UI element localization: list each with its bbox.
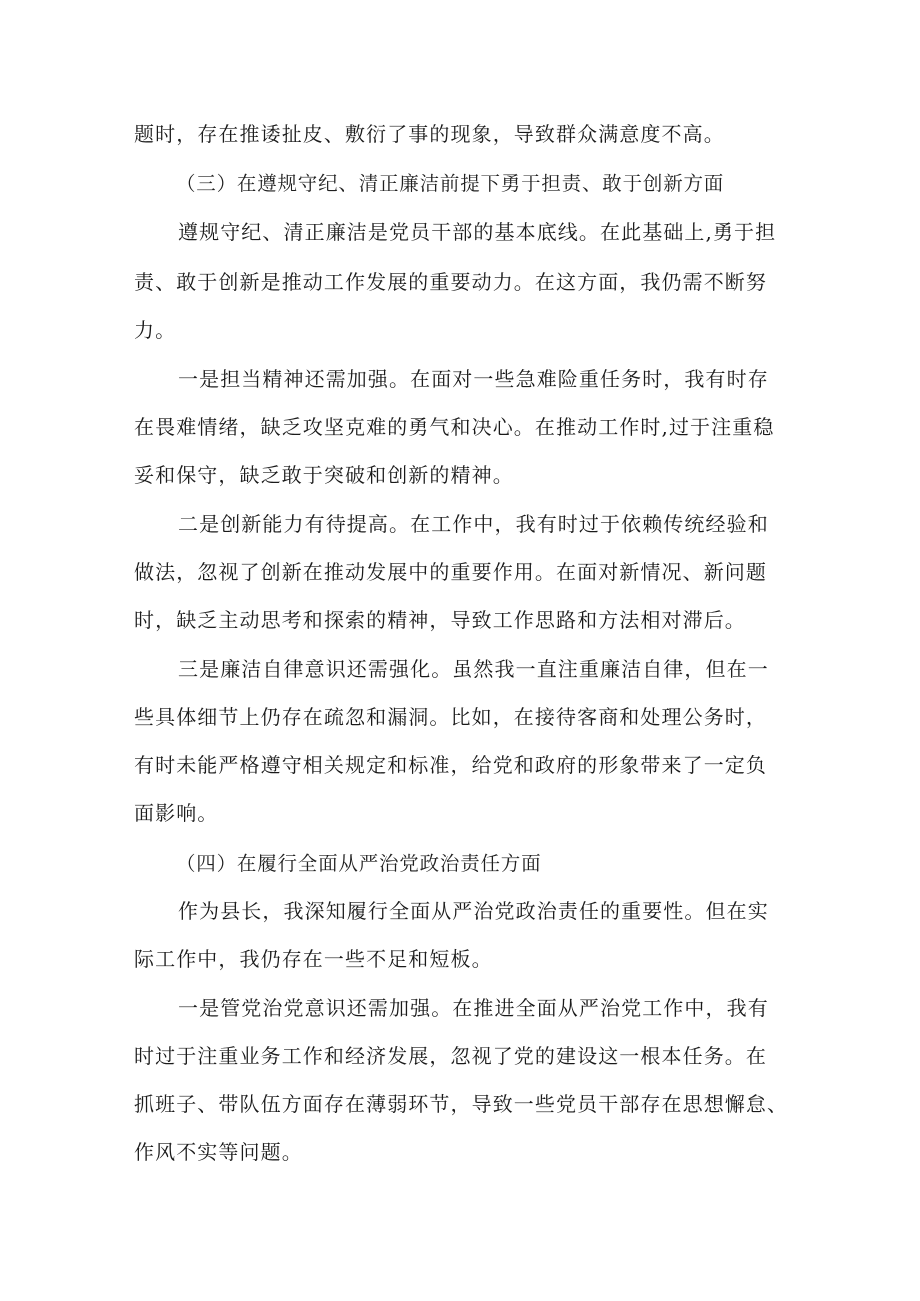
section-heading-3: （三）在遵规守纪、清正廉洁前提下勇于担责、敢于创新方面 bbox=[176, 172, 725, 195]
body-text-line: 一是担当精神还需加强。在面对一些急难险重任务时，我有时存 bbox=[178, 367, 769, 391]
body-text-line: 际工作中，我仍存在一些不足和短板。 bbox=[134, 947, 493, 971]
body-text-line: 力。 bbox=[134, 318, 177, 342]
body-text-line: 时过于注重业务工作和经济发展，忽视了党的建设这一根本任务。在 bbox=[134, 1044, 767, 1068]
body-text-line: 作风不实等问题。 bbox=[134, 1140, 303, 1164]
body-text-line: 面影响。 bbox=[134, 801, 219, 825]
body-text-line: 一是管党治党意识还需加强。在推进全面从严治党工作中，我有 bbox=[178, 996, 769, 1020]
body-text-line: 在畏难情绪，缺乏攻坚克难的勇气和决心。在推动工作时,过于注重稳 bbox=[134, 415, 775, 439]
body-text-line: 有时未能严格遵守相关规定和标准，给党和政府的形象带来了一定负 bbox=[134, 753, 767, 777]
body-text-line: 三是廉洁自律意识还需强化。虽然我一直注重廉洁自律，但在一 bbox=[178, 657, 769, 681]
body-text-line: 作为县长，我深知履行全面从严治党政治责任的重要性。但在实 bbox=[178, 899, 769, 923]
body-text-line: 抓班子、带队伍方面存在薄弱环节，导致一些党员干部存在思想懈怠、 bbox=[134, 1092, 789, 1116]
body-text-line: 责、敢于创新是推动工作发展的重要动力。在这方面，我仍需不断努 bbox=[134, 270, 767, 294]
body-text-line: 二是创新能力有待提高。在工作中，我有时过于依赖传统经验和 bbox=[178, 512, 769, 536]
body-text-line: 些具体细节上仍存在疏忽和漏洞。比如，在接待客商和处理公务时， bbox=[134, 705, 767, 729]
body-text-line: 题时，存在推诿扯皮、敷衍了事的现象，导致群众满意度不高。 bbox=[134, 122, 725, 146]
body-text-line: 时，缺乏主动思考和探索的精神，导致工作思路和方法相对滞后。 bbox=[134, 608, 746, 632]
section-heading-4: （四）在履行全面从严治党政治责任方面 bbox=[176, 852, 542, 875]
body-text-line: 妥和保守，缺乏敢于突破和创新的精神。 bbox=[134, 463, 514, 487]
body-text-line: 做法，忽视了创新在推动发展中的重要作用。在面对新情况、新问题 bbox=[134, 560, 767, 584]
body-text-line: 遵规守纪、清正廉洁是党员干部的基本底线。在此基础上,勇于担 bbox=[178, 220, 777, 244]
